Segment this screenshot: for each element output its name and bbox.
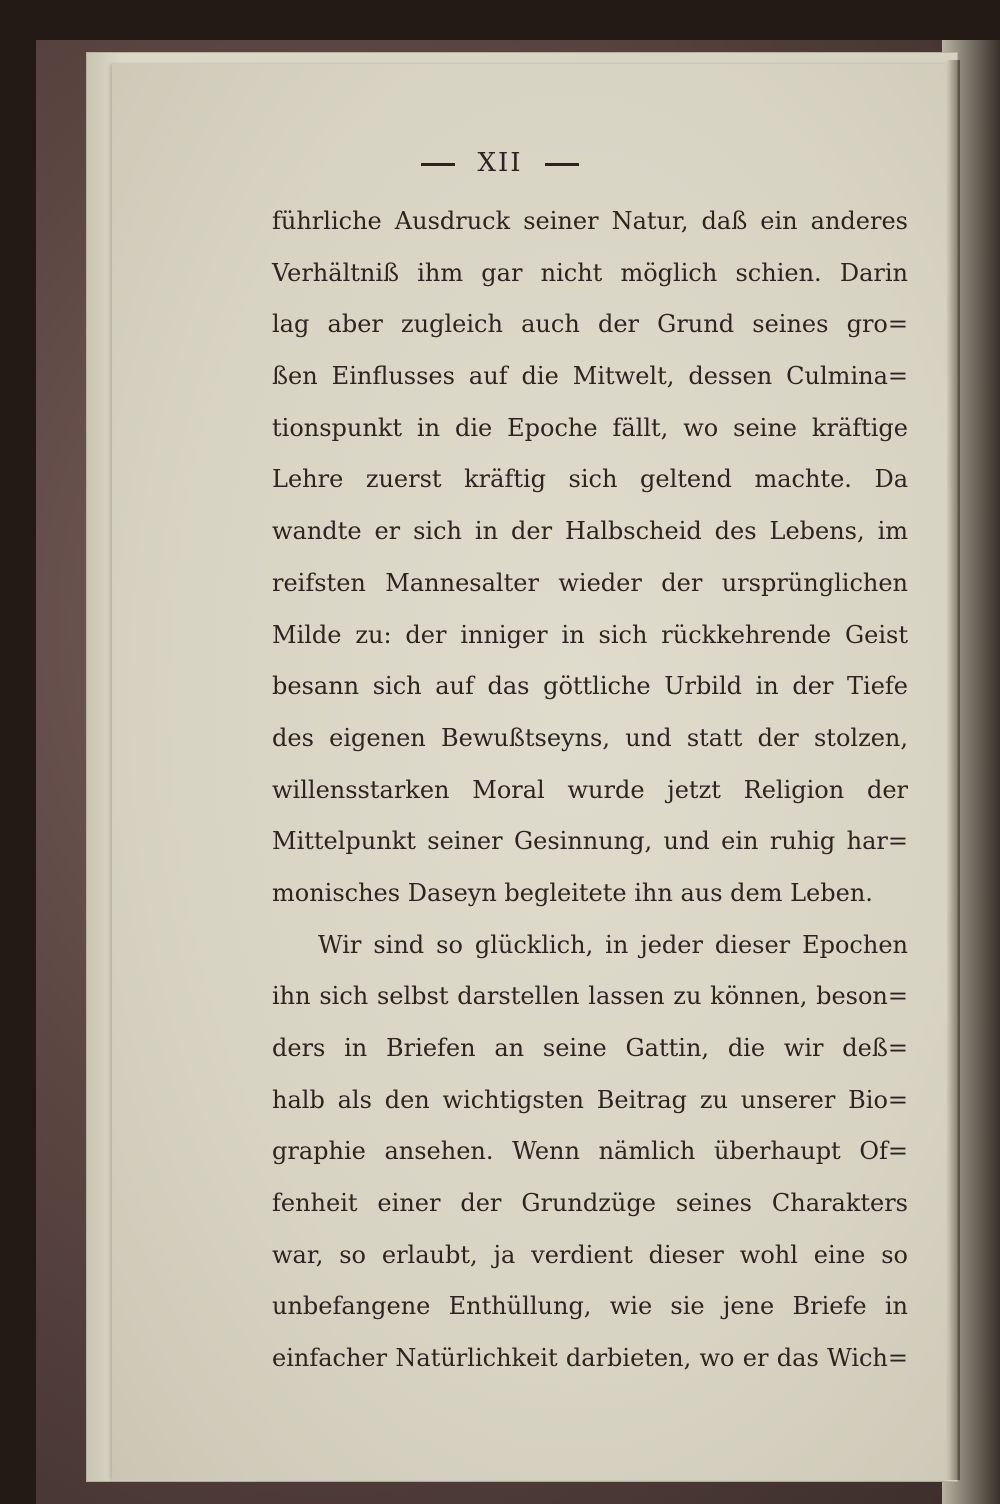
text-line: Wir sind so glücklich, in jeder dieser Epochen xyxy=(318,930,908,959)
text-line: willensstarken Moral wurde jetzt Religion der xyxy=(272,775,908,804)
text-line: lag aber zugleich auch der Grund seines gro= xyxy=(272,310,908,339)
text-line: unbefangene Enthüllung, wie sie jene Briefe in xyxy=(272,1292,908,1321)
text-line: halb als den wichtigsten Beitrag zu unserer Bio= xyxy=(272,1085,908,1114)
text-line: Verhältniß ihm gar nicht möglich schien. Darin xyxy=(272,258,908,287)
header-dash-left xyxy=(421,163,455,166)
text-line: führliche Ausdruck seiner Natur, daß ein anderes xyxy=(272,207,908,235)
text-line: ihn sich selbst darstellen lassen zu können, beson= xyxy=(272,982,908,1011)
text-line: fenheit einer der Grundzüge seines Charakters xyxy=(272,1189,908,1218)
text-line: ßen Einflusses auf die Mitwelt, dessen Culmina= xyxy=(272,362,908,391)
text-line: Mittelpunkt seiner Gesinnung, und ein ruhig har= xyxy=(272,827,908,856)
page-header xyxy=(0,148,1000,178)
text-line: monisches Daseyn begleitete ihn aus dem Leben. xyxy=(272,878,873,907)
text-line: wandte er sich in der Halbscheid des Lebens, im xyxy=(272,517,908,546)
text-line: besann sich auf das göttliche Urbild in der Tiefe xyxy=(272,672,908,701)
text-line: graphie ansehen. Wenn nämlich überhaupt Of= xyxy=(272,1137,908,1166)
text-line: einfacher Natürlichkeit darbieten, wo er das Wich= xyxy=(272,1344,908,1373)
text-line: Milde zu: der inniger in sich rückkehrende Geist xyxy=(272,620,908,649)
text-line: ders in Briefen an seine Gattin, die wir deß= xyxy=(272,1034,908,1062)
gutter-shadow xyxy=(946,60,960,1480)
header-dash-right xyxy=(545,163,579,166)
text-line: reifsten Mannesalter wieder der ursprünglichen xyxy=(272,568,908,597)
text-line: war, so erlaubt, ja verdient dieser wohl eine so xyxy=(272,1240,908,1269)
text-line: tionspunkt in die Epoche fällt, wo seine kräftige xyxy=(272,413,908,442)
page-number: XII xyxy=(477,148,523,178)
text-line: des eigenen Bewußtseyns, und statt der stolzen, xyxy=(272,723,908,752)
text-line: Lehre zuerst kräftig sich geltend machte. Da xyxy=(272,465,908,494)
body-text xyxy=(272,196,908,1385)
